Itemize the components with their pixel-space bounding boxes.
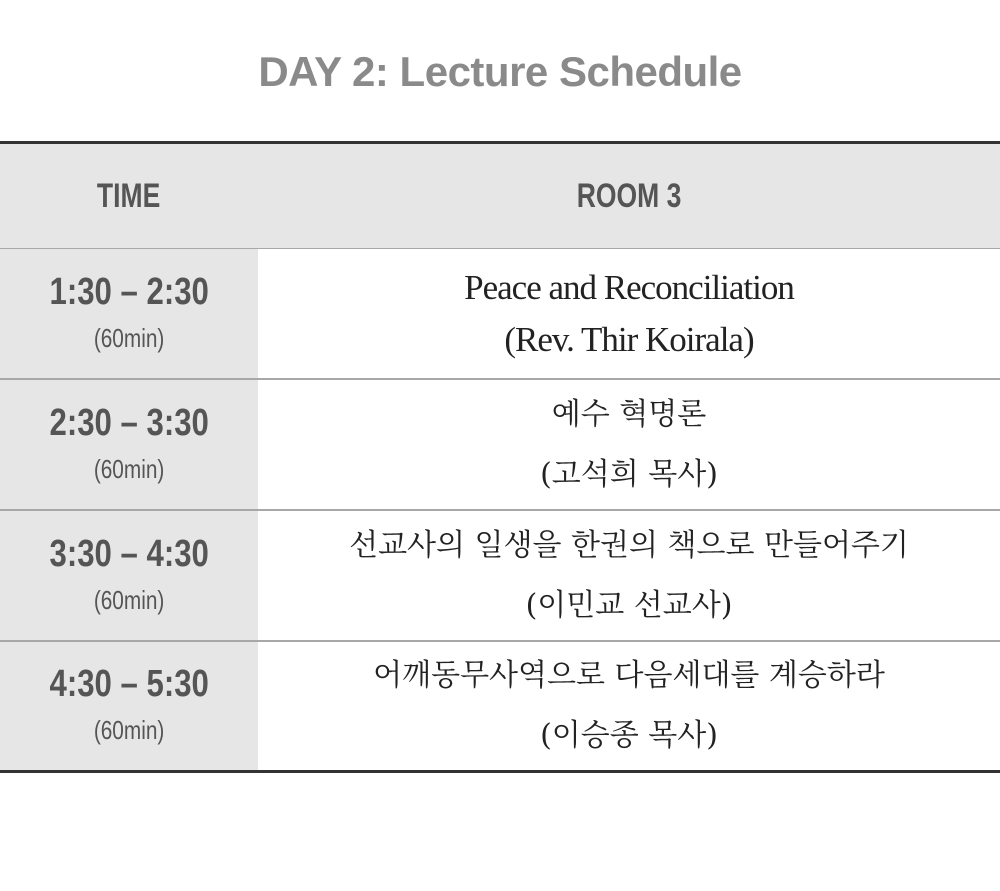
page-title: DAY 2: Lecture Schedule — [258, 48, 742, 95]
table-row — [0, 249, 1000, 380]
time-cell — [0, 642, 258, 770]
table-row — [0, 380, 1000, 511]
time-cell — [0, 249, 258, 378]
lecture-speaker: (Rev. Thir Koirala) — [504, 319, 754, 359]
lecture-cell — [258, 511, 1000, 640]
room-header: ROOM 3 — [576, 176, 682, 215]
lecture-cell — [258, 642, 1000, 770]
time-header-cell — [0, 144, 258, 248]
table-row — [0, 511, 1000, 642]
lecture-speaker: (이민교 선교사) — [525, 587, 733, 623]
duration: (60min) — [93, 715, 165, 745]
time-range: 1:30 – 2:30 — [49, 270, 209, 313]
time-range: 3:30 – 4:30 — [49, 532, 209, 575]
lecture-title: 어깨동무사역으로 다음세대를 계승하라 — [373, 658, 885, 693]
table-row — [0, 642, 1000, 770]
lecture-title: 예수 혁명론 — [551, 396, 707, 432]
time-header: TIME — [97, 176, 161, 215]
lecture-cell — [258, 380, 1000, 509]
table-header-row — [0, 144, 1000, 249]
time-range: 2:30 – 3:30 — [49, 401, 209, 444]
duration: (60min) — [93, 322, 165, 353]
time-cell — [0, 511, 258, 640]
duration: (60min) — [93, 584, 165, 615]
time-range: 4:30 – 5:30 — [49, 663, 209, 705]
lecture-cell — [258, 249, 1000, 378]
duration: (60min) — [93, 453, 165, 484]
room-header-cell — [258, 144, 1000, 248]
time-cell — [0, 380, 258, 509]
lecture-title: 선교사의 일생을 한권의 책으로 만들어주기 — [349, 527, 909, 563]
schedule-table — [0, 141, 1000, 773]
lecture-speaker: (고석희 목사) — [540, 456, 718, 492]
lecture-speaker: (이승종 목사) — [540, 718, 718, 753]
lecture-title: Peace and Reconciliation — [464, 267, 794, 307]
